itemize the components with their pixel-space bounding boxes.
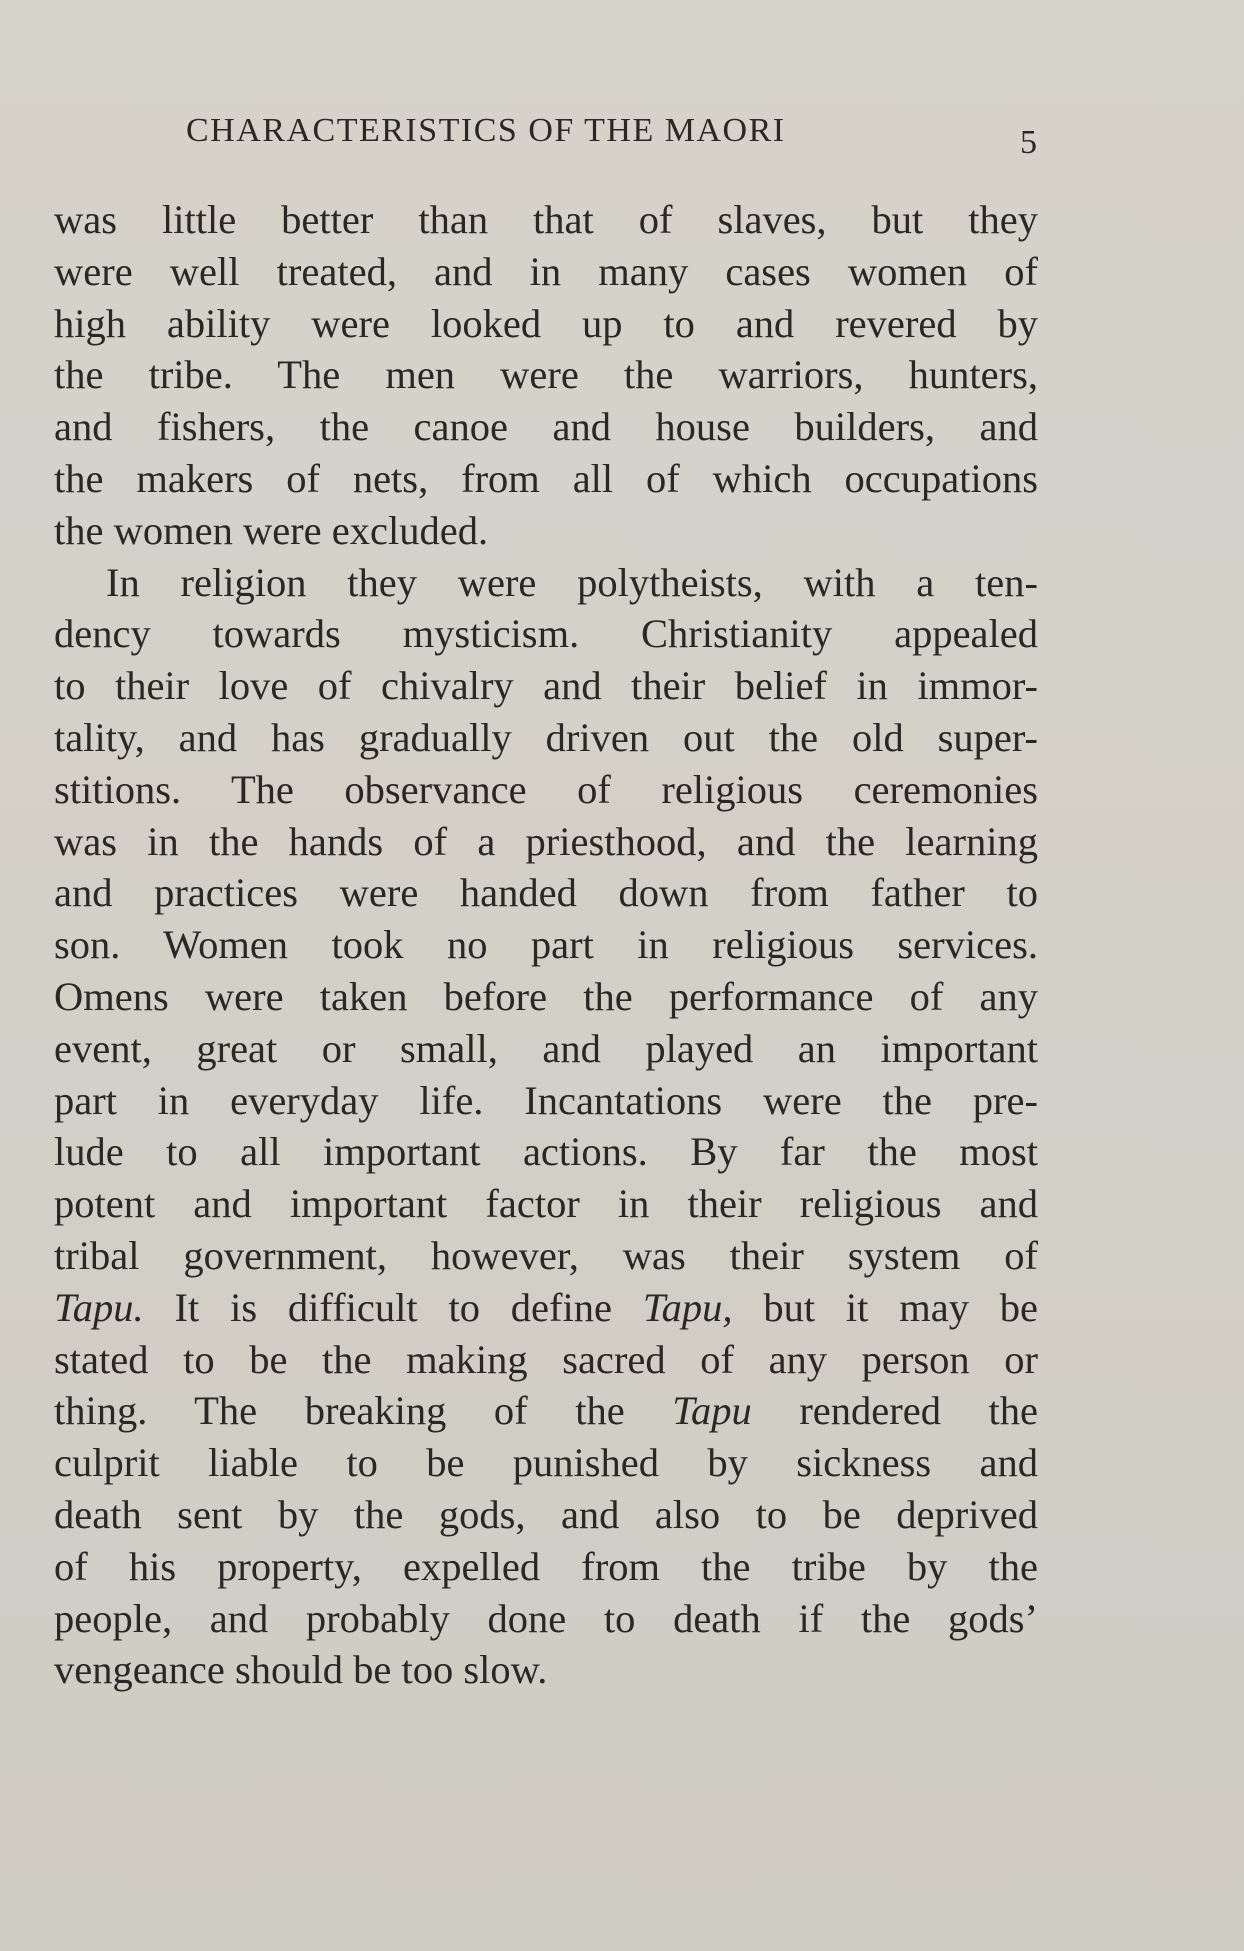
text-line: tality, and has gradually driven out the old super- xyxy=(54,714,1038,760)
text-line: stated to be the making sacred of any person or xyxy=(54,1336,1038,1382)
text-line: part in everyday life. Incantations were the pre- xyxy=(54,1077,1038,1123)
italic-term: Tapu xyxy=(672,1388,752,1434)
page-number: 5 xyxy=(1020,124,1037,161)
text-line: lude to all important actions. By far the most xyxy=(54,1129,1038,1175)
text-run: but it may be xyxy=(732,1284,1039,1330)
text-run: It is difficult to define xyxy=(143,1284,643,1330)
paragraph-start-line: In religion they were polytheists, with a ten- xyxy=(106,559,1038,605)
text-line: the makers of nets, from all of which occupations xyxy=(54,455,1038,501)
text-line: high ability were looked up to and revered by xyxy=(54,300,1038,346)
body-text xyxy=(54,194,1038,1696)
text-line: was little better than that of slaves, but they xyxy=(54,197,1038,242)
text-line: people, and probably done to death if the gods’ xyxy=(54,1595,1038,1641)
text-line: the women were excluded. xyxy=(54,507,489,553)
text-run: rendered the xyxy=(751,1388,1038,1434)
text-line: dency towards mysticism. Christianity appealed xyxy=(54,611,1038,657)
italic-term: Tapu. xyxy=(54,1284,144,1330)
text-line: tribal government, however, was their system of xyxy=(54,1232,1038,1278)
text-line: son. Women took no part in religious services. xyxy=(54,922,1038,968)
text-line: stitions. The observance of religious ceremonies xyxy=(54,766,1038,812)
text-line xyxy=(54,1385,1038,1437)
text-line: the tribe. The men were the warriors, hunters, xyxy=(54,352,1038,398)
text-line: event, great or small, and played an important xyxy=(54,1025,1038,1071)
text-line: of his property, expelled from the tribe by the xyxy=(54,1543,1038,1589)
text-line: to their love of chivalry and their belief in immor- xyxy=(54,663,1038,709)
text-line: Omens were taken before the performance of any xyxy=(54,973,1038,1019)
text-line: culprit liable to be punished by sickness and xyxy=(54,1440,1038,1486)
text-line: death sent by the gods, and also to be deprived xyxy=(54,1491,1038,1537)
text-line: potent and important factor in their religious and xyxy=(54,1181,1038,1227)
italic-term: Tapu, xyxy=(642,1284,733,1330)
text-line: and fishers, the canoe and house builders, and xyxy=(54,404,1038,450)
text-line: vengeance should be too slow. xyxy=(54,1647,548,1693)
text-line: was in the hands of a priesthood, and the learning xyxy=(54,818,1038,864)
text-line: were well treated, and in many cases women of xyxy=(54,248,1038,294)
running-title: CHARACTERISTICS OF THE MAORI xyxy=(186,112,786,149)
text-line xyxy=(54,1282,1038,1334)
text-line: and practices were handed down from father to xyxy=(54,870,1038,916)
text-run: thing. The breaking of the xyxy=(54,1388,673,1434)
